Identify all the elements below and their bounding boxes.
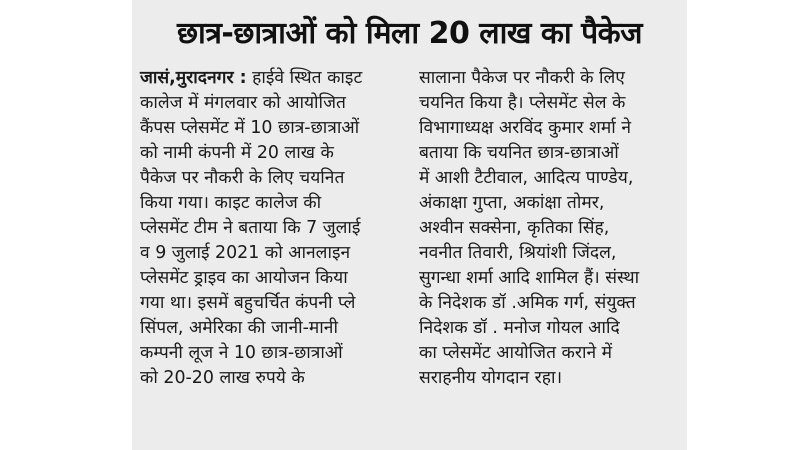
article-line: प्लेसमेंट ड्राइव का आयोजन किया xyxy=(140,268,348,288)
article-line: व 9 जुलाई 2021 को आनलाइन xyxy=(140,243,351,263)
article-line: में आशी टैटीवाल, आदित्य पाण्डेय, xyxy=(419,168,634,188)
article-line: प्लेसमेंट टीम ने बताया कि 7 जुलाई xyxy=(140,218,361,238)
article-line: सराहनीय योगदान रहा। xyxy=(419,368,563,388)
article-line: अश्वीन सक्सेना, कृतिका सिंह, xyxy=(419,218,610,238)
article-line: कालेज में मंगलवार को आयोजित xyxy=(140,93,346,113)
headline: छात्र-छात्राओं को मिला 20 लाख का पैकेज xyxy=(177,16,642,51)
article-line: कैंपस प्लेसमेंट में 10 छात्र-छात्राओं xyxy=(140,118,360,138)
dateline: जासं,मुरादनगर : xyxy=(140,68,247,88)
right-column xyxy=(419,66,681,391)
article-line: को नामी कंपनी में 20 लाख के xyxy=(140,143,334,163)
left-column xyxy=(140,66,410,391)
article-line: का प्लेसमेंट आयोजित कराने में xyxy=(419,343,613,363)
article-line: विभागाध्यक्ष अरविंद कुमार शर्मा ने xyxy=(419,118,631,138)
article-line xyxy=(140,66,410,91)
article-line: बताया कि चयनित छात्र-छात्राओं xyxy=(419,143,619,163)
article-line: सुगन्धा शर्मा आदि शामिल हैं। संस्था xyxy=(419,268,640,288)
article-line: चयनित किया है। प्लेसमेंट सेल के xyxy=(419,93,626,113)
article-text: हाईवे स्थित काइट xyxy=(246,68,363,88)
article-line: निदेशक डॉ . मनोज गोयल आदि xyxy=(419,318,620,338)
article-line: पैकेज पर नौकरी के लिए चयनित xyxy=(140,168,345,188)
news-clipping xyxy=(132,0,687,450)
article-line: को 20-20 लाख रुपये के xyxy=(140,368,305,388)
article-line: नवनीत तिवारी, श्रियांशी जिंदल, xyxy=(419,243,617,263)
article-line: गया था। इसमें बहुचर्चित कंपनी प्ले xyxy=(140,293,356,313)
article-line: अंकाक्षा गुप्ता, अकांक्षा तोमर, xyxy=(419,193,605,213)
article-line: के निदेशक डॉ .अमिक गर्ग, संयुक्त xyxy=(419,293,636,313)
article-line: किया गया। काइट कालेज की xyxy=(140,193,322,213)
article-line: कम्पनी लूज ने 10 छात्र-छात्राओं xyxy=(140,343,343,363)
article-line: सिंपल, अमेरिका की जानी-मानी xyxy=(140,318,338,338)
article-line: सालाना पैकेज पर नौकरी के लिए xyxy=(419,68,625,88)
